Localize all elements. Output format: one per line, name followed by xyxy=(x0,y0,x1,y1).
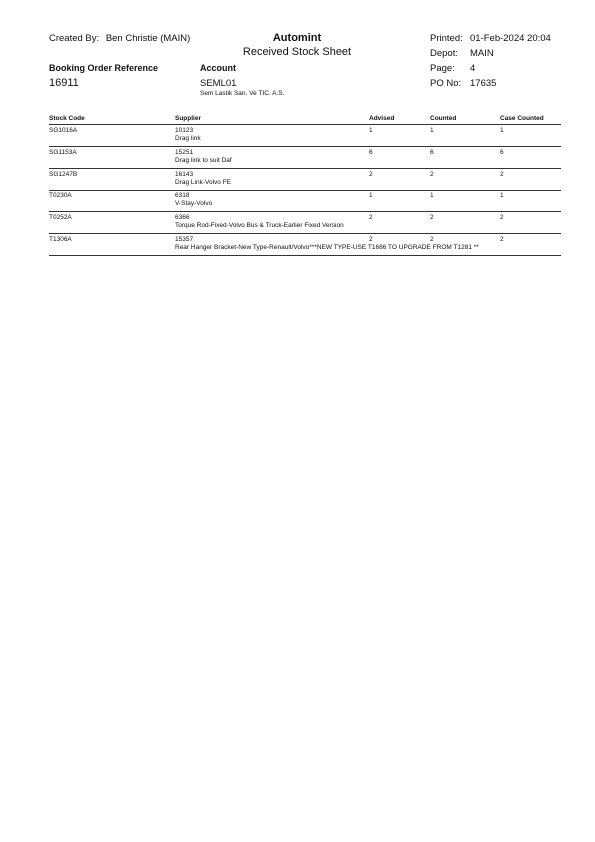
row-case-counted: 2 xyxy=(500,236,504,243)
row-divider xyxy=(49,146,561,147)
header-divider xyxy=(49,124,561,125)
account-name: Sem Lastik San. Ve TIC. A.S. xyxy=(200,90,285,97)
row-counted: 2 xyxy=(430,214,434,222)
col-header-advised: Advised xyxy=(369,115,395,122)
printed-label: Printed: xyxy=(430,33,463,44)
row-supplier: 6366 xyxy=(175,214,190,222)
row-description: Drag link to suit Daf xyxy=(175,156,232,164)
created-by-label: Created By: xyxy=(49,33,100,44)
account-code: SEML01 xyxy=(200,78,237,89)
row-description: Torque Rod-Fixed-Volvo Bus & Truck-Earlier Fixed Version xyxy=(175,222,344,230)
account-label: Account xyxy=(200,63,236,73)
row-supplier: 6318 xyxy=(175,192,190,200)
depot-value: MAIN xyxy=(470,48,494,59)
row-case-counted: 2 xyxy=(500,214,504,222)
row-supplier: 15357 xyxy=(175,236,194,243)
report-title: Received Stock Sheet xyxy=(242,46,352,58)
row-case-counted: 1 xyxy=(500,192,504,200)
row-divider xyxy=(49,190,561,191)
row-case-counted: 1 xyxy=(500,127,504,134)
row-counted: 2 xyxy=(430,170,434,178)
col-header-stock-code: Stock Code xyxy=(49,115,85,122)
row-advised: 6 xyxy=(369,148,373,156)
row-description: V-Stay-Volvo xyxy=(175,200,213,208)
row-supplier: 16143 xyxy=(175,170,194,178)
row-advised: 2 xyxy=(369,170,373,178)
company-name: Automint xyxy=(272,32,322,44)
row-advised: 1 xyxy=(369,127,373,134)
col-header-case-counted: Case Counted xyxy=(500,115,544,122)
row-stock-code: T0230A xyxy=(49,192,72,200)
row-advised: 2 xyxy=(369,236,373,243)
row-divider xyxy=(49,168,561,169)
row-stock-code: SG1016A xyxy=(49,127,78,134)
row-divider xyxy=(49,233,561,234)
created-by xyxy=(49,33,190,44)
row-description: Drag Link-Volvo FE xyxy=(175,178,231,186)
created-by-value: Ben Christie (MAIN) xyxy=(105,33,191,44)
row-stock-code: T1306A xyxy=(49,236,72,243)
row-description: Drag link xyxy=(175,135,201,142)
row-stock-code: T0252A xyxy=(49,214,72,222)
row-counted: 1 xyxy=(430,127,434,134)
row-divider xyxy=(49,211,561,212)
col-header-counted: Counted xyxy=(430,115,457,122)
page-value: 4 xyxy=(470,63,476,74)
row-description: Rear Hanger Bracket-New Type-Renault/Volvo***NEW TYPE-USE T1686 TO UPGRADE FROM T1281 ** xyxy=(175,244,479,251)
page-label: Page: xyxy=(430,63,455,74)
po-label: PO No: xyxy=(430,78,462,89)
row-supplier: 10123 xyxy=(175,127,194,134)
row-counted: 2 xyxy=(430,236,434,243)
booking-ref-label: Booking Order Reference xyxy=(49,63,159,73)
row-divider xyxy=(49,255,561,256)
row-counted: 1 xyxy=(430,192,434,200)
col-header-supplier: Supplier xyxy=(175,115,202,122)
row-counted: 6 xyxy=(430,148,434,156)
po-value: 17635 xyxy=(470,78,497,89)
row-advised: 1 xyxy=(369,192,373,200)
depot-label: Depot: xyxy=(430,48,458,59)
printed-value: 01-Feb-2024 20:04 xyxy=(470,33,551,44)
row-stock-code: SG1153A xyxy=(49,148,77,156)
row-supplier: 15251 xyxy=(175,148,194,156)
row-stock-code: SG1247B xyxy=(49,170,78,178)
row-case-counted: 2 xyxy=(500,170,504,178)
row-case-counted: 6 xyxy=(500,148,504,156)
row-advised: 2 xyxy=(369,214,373,222)
booking-ref-value: 16911 xyxy=(49,77,79,89)
